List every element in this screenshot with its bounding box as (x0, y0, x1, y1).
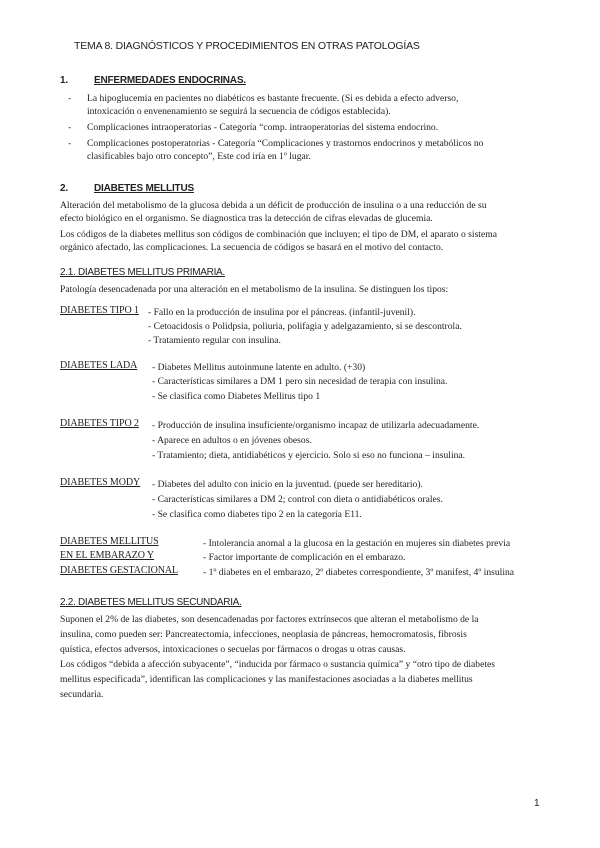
diabetes-type-line: - Aparece en adultos o en jóvenes obesos. (152, 435, 312, 446)
bullet-3-line-1: Complicaciones postoperatorias - Categoría “Complicaciones y trastornos endocrinos y metabólicos no (87, 138, 484, 149)
subsection-2-2-line: insulina, como pueden ser: Pancreatectomía, infecciones, neoplasia de páncreas, hemocromatosis, fibrosis (60, 629, 467, 640)
subsection-2-2-line: mellitus especificada”, identifican las complicaciones y las manifestaciones asociadas a la diabetes mellitus (60, 674, 473, 685)
diabetes-type-line: - Producción de insulina insuficiente/organismo incapaz de utilizarla adecuadamente. (152, 420, 480, 431)
section-1-title: ENFERMEDADES ENDOCRINAS. (94, 75, 246, 86)
section-2-intro-line: orgánico afectado, las complicaciones. La secuencia de códigos se basará en el motivo del contacto. (60, 242, 444, 253)
diabetes-type-name: DIABETES TIPO 2 (60, 418, 139, 429)
diabetes-type-line: - Diabetes Mellitus autoinmune latente en adulto. (+30) (152, 362, 366, 373)
diabetes-type-line: - Se clasifica como Diabetes Mellitus tipo 1 (152, 391, 321, 402)
section-2-number: 2. (60, 183, 68, 194)
subsection-2-2-title: 2.2. DIABETES MELLITUS SECUNDARIA. (60, 597, 242, 608)
bullet-dash: - (68, 122, 72, 133)
subsection-2-2-line: secundaria. (60, 689, 104, 700)
bullet-dash: - (68, 93, 72, 104)
diabetes-type-line: - Tratamiento regular con insulina. (148, 335, 281, 346)
gestational-name-line: EN EL EMBARAZO Y (60, 550, 155, 561)
section-2-intro-line: Alteración del metabolismo de la glucosa debida a un déficit de producción de insulina o a una reducción de su (60, 200, 487, 211)
section-2-title: DIABETES MELLITUS (94, 183, 194, 194)
bullet-1-line-1: La hipoglucemia en pacientes no diabéticos es bastante frecuente. (Si es debida a efecto adverso, (87, 93, 459, 104)
subsection-2-2-line: quística, efectos adversos, intoxicaciones o secuelas por fármacos o drogas u otras causas. (60, 644, 406, 655)
diabetes-type-line: - Se clasifica como diabetes tipo 2 en la categoría E11. (152, 509, 362, 520)
diabetes-type-line: - Diabetes del adulto con inicio en la juventud. (puede ser hereditario). (152, 479, 423, 490)
diabetes-type-name: DIABETES LADA (60, 360, 138, 371)
subsection-2-2-line: Suponen el 2% de las diabetes, son desencadenadas por factores extrínsecos que alteran el metabolismo de la (60, 614, 479, 625)
gestational-line: - Factor importante de complicación en el embarazo. (203, 552, 406, 563)
subsection-2-1-title: 2.1. DIABETES MELLITUS PRIMARIA. (60, 267, 225, 278)
subsection-2-2-line: Los códigos “debida a afección subyacente”, “inducida por fármaco o sustancia química” y “otro tipo de diabetes (60, 659, 496, 670)
page-number: 1 (534, 798, 540, 809)
diabetes-type-line: - Cetoacidosis o Polidpsia, poliuria, polifagia y adelgazamiento, si se descontrola. (148, 321, 462, 332)
gestational-name-line: DIABETES GESTACIONAL (60, 565, 179, 576)
diabetes-type-line: - Tratamiento; dieta, antidiabéticos y ejercicio. Solo si eso no funciona – insulina. (152, 450, 466, 461)
gestational-name-line: DIABETES MELLITUS (60, 536, 159, 547)
bullet-3-line-2: clasificables bajo otro concepto”, Este cod iría en 1º lugar. (87, 151, 311, 162)
gestational-line: - Intolerancia anomal a la glucosa en la gestación en mujeres sin diabetes previa (203, 538, 511, 549)
bullet-1-line-2: intoxicación o envenenamiento se seguirá la secuencia de códigos establecida). (87, 106, 391, 117)
diabetes-type-line: - Características similares a DM 2; control con dieta o antidiabéticos orales. (152, 494, 443, 505)
subsection-2-1-intro: Patología desencadenada por una alteración en el metabolismo de la insulina. Se distinguen los tipos: (60, 284, 449, 295)
section-1-number: 1. (60, 75, 68, 86)
diabetes-type-name: DIABETES TIPO 1 (60, 305, 139, 316)
bullet-dash: - (68, 138, 72, 149)
diabetes-type-name: DIABETES MODY (60, 477, 141, 488)
gestational-line: - 1º diabetes en el embarazo, 2º diabetes correspondiente, 3º manifest, 4º insulina (203, 567, 515, 578)
section-2-intro-line: efecto biológico en el organismo. Se diagnostica tras la detección de cifras elevadas de glucemia. (60, 213, 433, 224)
section-2-intro-line: Los códigos de la diabetes mellitus son códigos de combinación que incluyen; el tipo de DM, el aparato o sistema (60, 229, 497, 240)
diabetes-type-line: - Fallo en la producción de insulina por el páncreas. (infantil-juvenil). (148, 307, 416, 318)
diabetes-type-line: - Características similares a DM 1 pero sin necesidad de terapia con insulina. (152, 376, 448, 387)
page-title: TEMA 8. DIAGNÓSTICOS Y PROCEDIMIENTOS EN OTRAS PATOLOGÍAS (74, 40, 420, 52)
bullet-2-line-1: Complicaciones intraoperatorias - Categoría “comp. intraoperatorias del sistema endocrino. (87, 122, 439, 133)
